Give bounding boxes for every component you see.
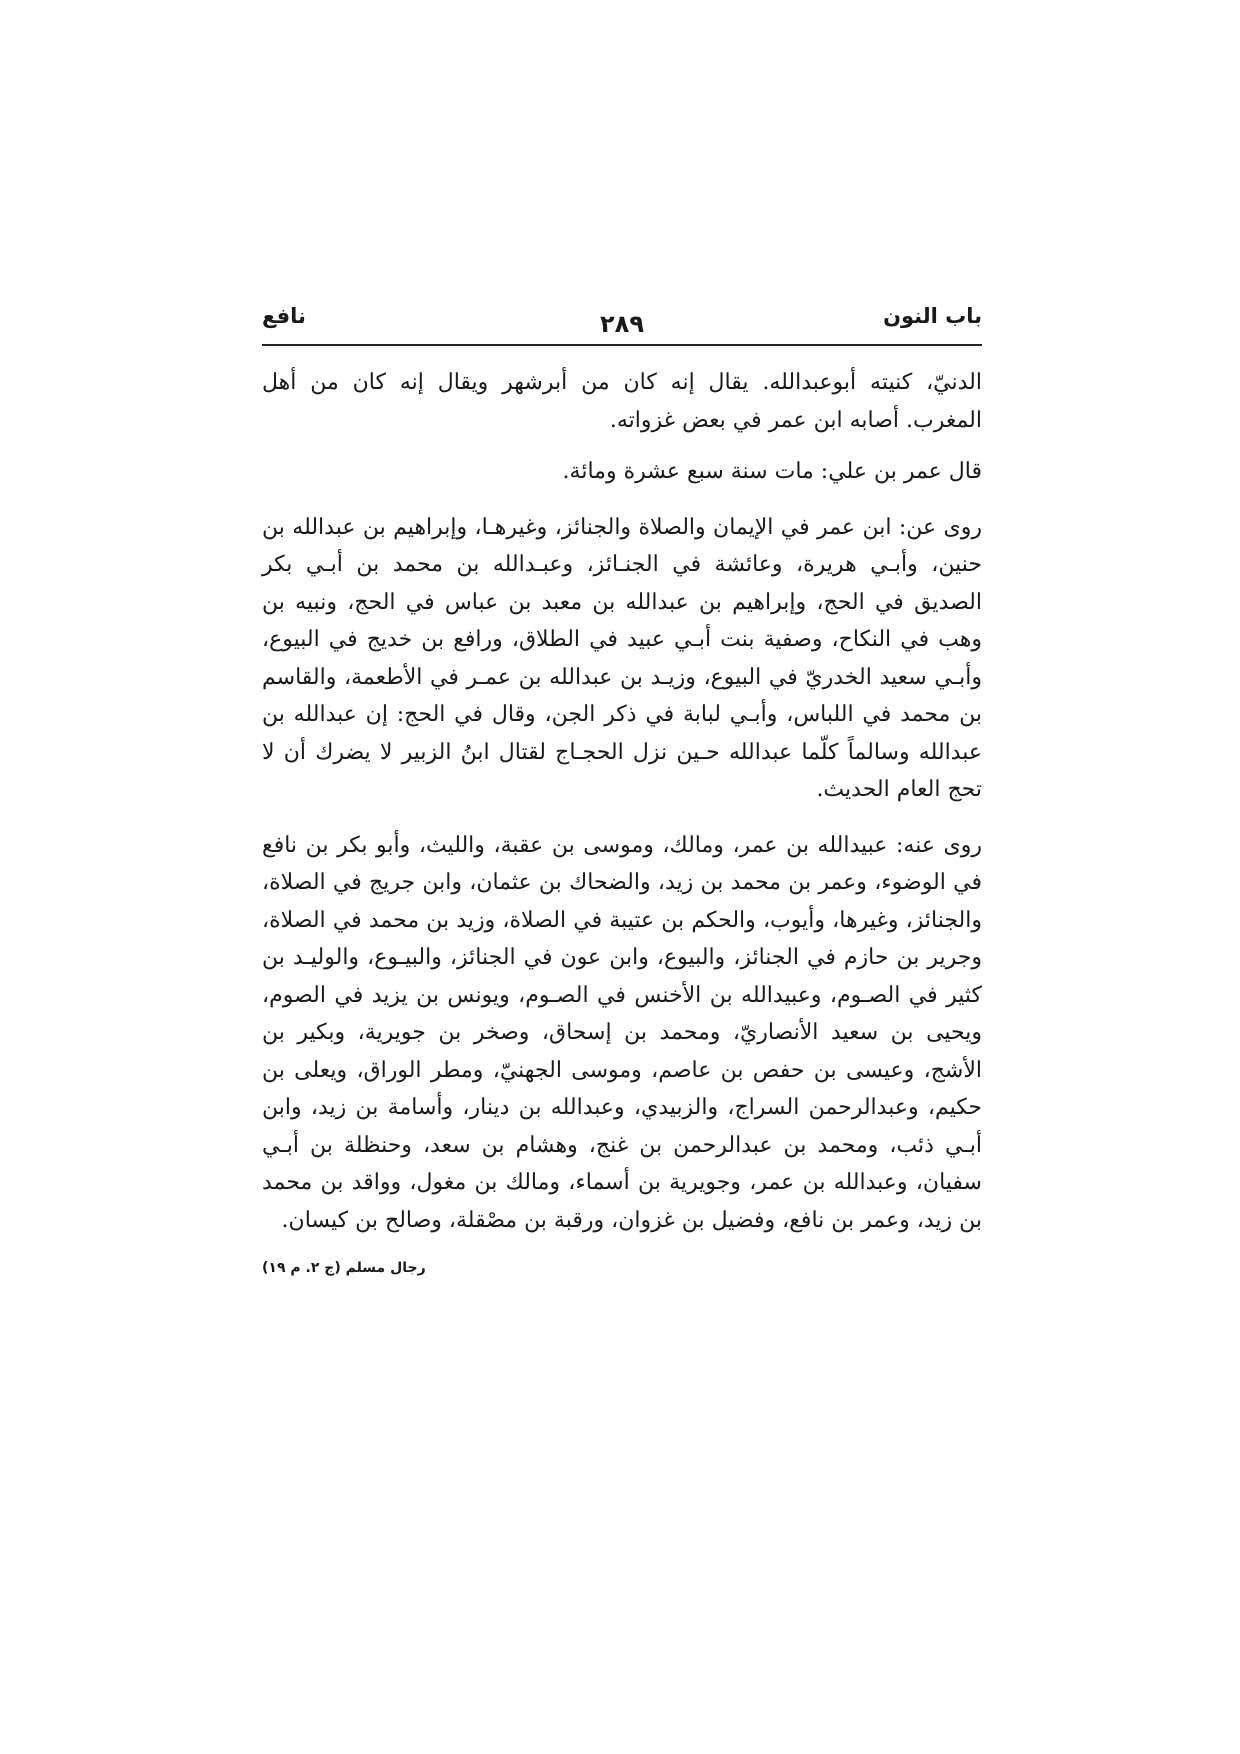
paragraph-narrated-from: روى عن: ابن عمر في الإيمان والصلاة والجنائز، وغيرهـا، وإبراهيم بن عبدالله بن حنين، وأبـي هريرة، وعائشة في الجنـائز، وعبـدالله بن محمد بن أبـي بكر الصديق في الحج، وإبراهيم بن عبدالله بن معبد بن عباس في الحج، ونبيه بن وهب في النكاح، وصفية بنت أبـي عبيد في الطلاق، ورافع بن خديج في البيوع، وأبـي سعيد الخدريّ في البيوع، وزيـد بن عبدالله بن عمـر في الأطعمة، والقاسم بن محمد في اللباس، وأبـي لبابة في ذكر الجن، وقال في الحج: إن عبدالله بن عبدالله وسالماً كلّما عبدالله حـين نزل الحجـاج لقتال ابنُ الزبير لا يضرك أن لا تحج العام الحديث.	[262, 514, 982, 802]
paragraph-death: قال عمر بن علي: مات سنة سبع عشرة ومائة.	[562, 459, 982, 484]
paragraph-narrated-by: روى عنه: عبيدالله بن عمر، ومالك، وموسى بن عقبة، والليث، وأبو بكر بن نافع في الوضوء، وعمر بن محمد بن زيد، والضحاك بن عثمان، وابن جريج في الصلاة، والجنائز، وغيرها، وأيوب، والحكم بن عتيبة في الصلاة، وزيد بن محمد في الصلاة، وجرير بن حازم في الجنائز، والبيوع، وابن عون في الجنائز، والبيـوع، والوليـد بن كثير في الصـوم، وعبيدالله بن الأخنس في الصـوم، ويونس بن يزيد في الصوم، ويحيى بن سعيد الأنصاريّ، ومحمد بن إسحاق، وصخر بن جويرية، وبكير بن الأشج، وعيسى بن حفص بن عاصم، وموسى الجهنيّ، ومطر الوراق، ويعلى بن حكيم، وعبدالرحمن السراج، والزبيدي، وعبدالله بن دينار، وأسامة بن زيد، وابن أبـي ذئب، ومحمد بن عبدالرحمن بن غنج، وهشام بن سعد، وحنظلة بن أبـي سفيان، وعبدالله بن عمر، وجويرية بن أسماء، ومالك بن مغول، وواقد بن محمد بن زيد، وعمر بن نافع، وفضيل بن غزوان، ورقبة بن مصْقلة، وصالح بن كيسان.	[262, 832, 982, 1233]
paragraph-intro: الدنيّ، كنيته أبوعبدالله. يقال إنه كان من أبرشهر ويقال إنه كان من أهل المغرب. أصابه ابن عمر في بعض غزواته.	[262, 370, 982, 433]
signature-note: رجال مسلم (ج ٢. م ١٩)	[262, 1260, 426, 1276]
page-header	[262, 300, 982, 346]
chapter-title: باب النون	[883, 304, 982, 328]
page-number: ٢٨٩	[600, 310, 644, 338]
footer	[262, 1257, 982, 1276]
entry-name: نافع	[262, 304, 306, 328]
document-page	[262, 300, 982, 1276]
page-body	[262, 364, 982, 1239]
